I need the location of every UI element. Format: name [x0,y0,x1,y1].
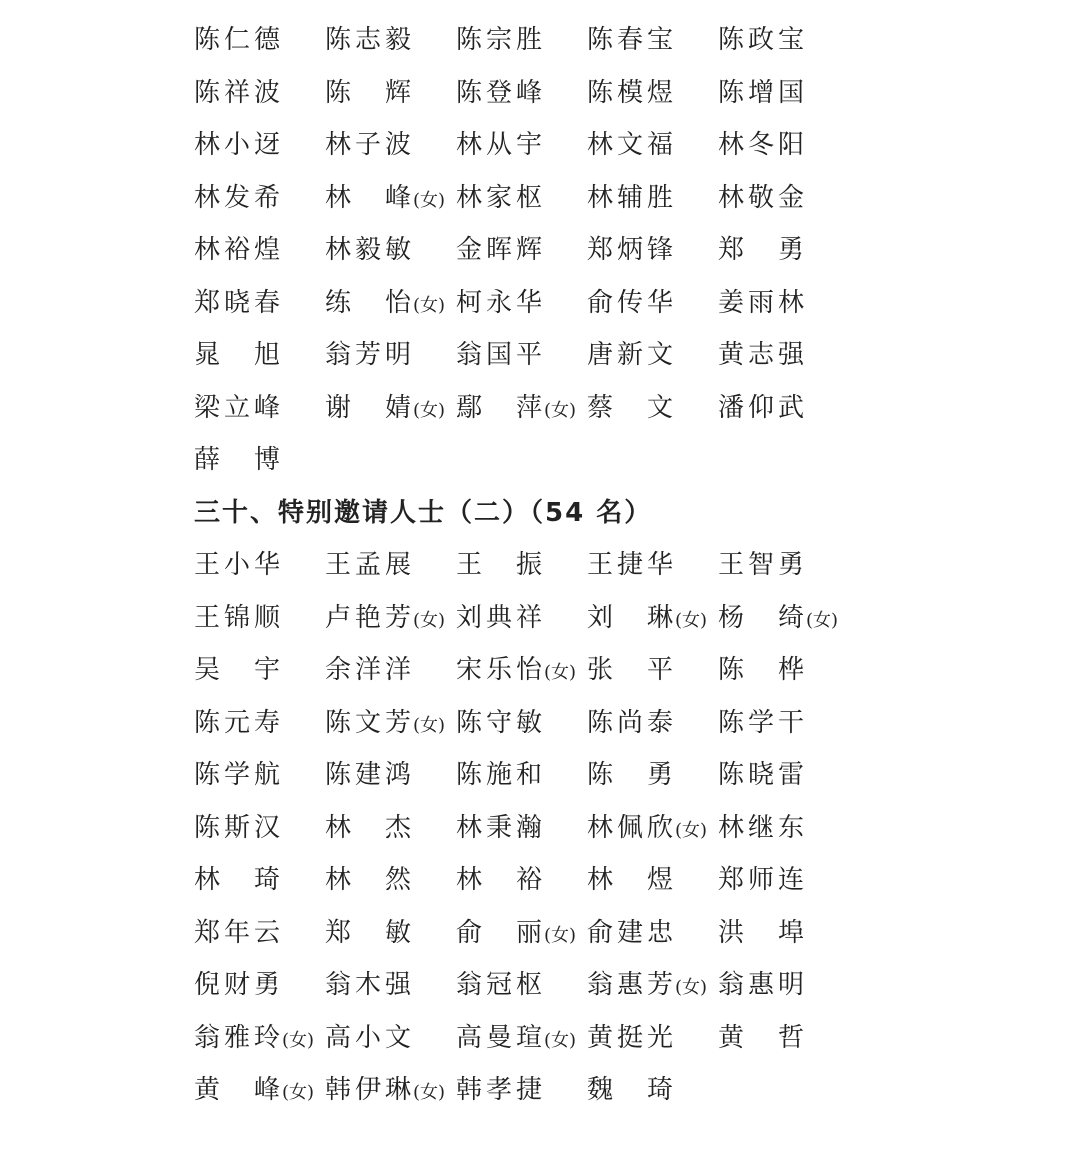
person-name: 黄挺光 [587,1022,678,1053]
person-name: 陈建鸿 [325,760,416,790]
name-row [194,1012,1054,1065]
person-name: 翁冠枢 [456,970,547,1000]
name-row [194,749,1054,802]
person-name: 韩伊琳 [325,1075,416,1105]
person-name: 陈 辉 [325,77,416,108]
person-name: 林冬阳 [718,130,809,160]
name-entry [325,172,445,228]
name-entry [587,119,677,172]
name-entry [456,224,546,277]
name-row [194,14,1054,67]
person-name: 陈祥波 [194,77,285,108]
person-name: 林文福 [587,130,678,160]
name-entry [194,14,284,67]
name-entry [587,14,677,67]
name-entry [718,329,808,382]
person-name: 俞 丽 [456,917,547,948]
name-entry [587,644,677,697]
person-name: 杨 绮 [718,602,809,633]
name-entry [194,277,284,330]
name-entry [194,644,284,697]
name-entry [325,749,415,802]
name-row [194,697,1054,750]
person-name: 王 振 [456,550,547,580]
person-name: 陈 桦 [718,655,809,685]
name-entry [456,749,546,802]
person-name: 郑师连 [718,865,809,895]
person-name: 林 煜 [587,865,678,895]
name-row [194,67,1054,120]
name-entry [325,539,415,592]
name-entry [456,697,546,750]
person-name: 林佩欣 [587,812,678,843]
name-entry [325,119,415,172]
person-name: 余洋洋 [325,655,416,685]
person-name: 柯永华 [456,287,547,318]
name-entry [456,14,546,67]
person-name: 刘典祥 [456,602,547,633]
name-entry [456,329,546,382]
section-heading: 三十、特别邀请人士（二）（54 名） [194,497,653,528]
person-name: 俞建忠 [587,917,678,948]
name-entry [456,802,546,855]
name-entry [194,224,284,277]
person-name: 林 峰 [325,182,416,213]
female-marker: (女) [544,399,577,421]
person-name: 林毅敏 [325,235,416,265]
name-entry [325,907,415,960]
person-name: 林子波 [325,130,416,160]
person-name: 高曼瑄 [456,1022,547,1053]
person-name: 陈宗胜 [456,25,547,55]
name-entry [456,592,546,645]
person-name: 林 裕 [456,865,547,895]
name-row [194,539,1054,592]
name-entry [325,224,415,277]
female-marker: (女) [675,977,708,998]
name-entry [456,1064,546,1117]
name-entry [587,749,677,802]
name-entry [718,907,808,960]
person-name: 金晖辉 [456,235,547,265]
name-entry [194,802,284,855]
person-name: 郑炳锋 [587,235,678,265]
name-row [194,802,1054,855]
name-entry [718,119,808,172]
person-name: 陈学航 [194,760,285,790]
person-name: 王智勇 [718,550,809,580]
person-name: 林 然 [325,865,416,895]
person-name: 练 怡 [325,287,416,318]
name-entry [194,854,284,907]
name-entry [194,907,284,960]
person-name: 黄 峰 [194,1075,285,1105]
name-entry [325,959,415,1012]
name-entry [718,802,808,855]
person-name: 宋乐怡 [456,655,547,685]
name-entry [194,434,284,487]
person-name: 王捷华 [587,550,678,580]
female-marker: (女) [282,1082,315,1103]
name-entry [194,539,284,592]
name-row [194,382,1054,435]
name-entry [325,67,415,120]
person-name: 林小迓 [194,130,285,160]
name-entry [587,854,677,907]
person-name: 郑 敏 [325,917,416,948]
name-entry [456,959,546,1012]
person-name: 郑 勇 [718,235,809,265]
person-name: 翁木强 [325,970,416,1000]
person-name: 鄢 萍 [456,392,547,423]
name-entry [587,959,707,1015]
name-row [194,119,1054,172]
person-name: 林继东 [718,812,809,843]
name-row [194,854,1054,907]
person-name: 陈政宝 [718,25,809,55]
name-entry [194,749,284,802]
person-name: 林发希 [194,182,285,213]
name-row [194,224,1054,277]
person-name: 倪财勇 [194,970,285,1000]
name-entry [587,907,677,960]
person-name: 唐新文 [587,340,678,370]
female-marker: (女) [413,714,446,736]
person-name: 晁 旭 [194,340,285,370]
name-entry [587,1064,677,1117]
name-entry [194,1012,314,1068]
name-entry [325,854,415,907]
person-name: 姜雨林 [718,287,809,318]
name-entry [325,277,445,333]
name-entry [718,959,808,1012]
name-entry [456,119,546,172]
person-name: 翁芳明 [325,340,416,370]
person-name: 林裕煌 [194,235,285,265]
name-entry [194,329,284,382]
name-entry [718,592,838,648]
name-entry [718,382,808,435]
name-entry [718,644,808,697]
female-marker: (女) [413,189,446,211]
female-marker: (女) [675,609,708,631]
person-name: 林 杰 [325,812,416,843]
person-name: 梁立峰 [194,392,285,423]
person-name: 黄志强 [718,340,809,370]
person-name: 陈志毅 [325,25,416,55]
name-entry [718,854,808,907]
name-entry [456,539,546,592]
name-entry [718,1012,808,1065]
name-entry [587,382,677,435]
person-name: 洪 埠 [718,917,809,948]
name-row [194,592,1054,645]
person-name: 陈施和 [456,760,547,790]
person-name: 陈仁德 [194,25,285,55]
person-name: 王孟展 [325,550,416,580]
name-entry [587,329,677,382]
name-row [194,277,1054,330]
person-name: 翁国平 [456,340,547,370]
person-name: 陈春宝 [587,25,678,55]
person-name: 陈登峰 [456,77,547,108]
name-entry [587,172,677,225]
name-row [194,172,1054,225]
name-entry [456,67,546,120]
person-name: 翁惠芳 [587,970,678,1000]
person-name: 陈元寿 [194,707,285,738]
name-entry [587,697,677,750]
female-marker: (女) [544,662,577,683]
name-entry [456,172,546,225]
person-name: 陈文芳 [325,707,416,738]
name-entry [325,1012,415,1065]
name-entry [194,172,284,225]
person-name: 刘 琳 [587,602,678,633]
name-entry [325,1064,445,1120]
name-row [194,644,1054,697]
name-list-document [194,14,1054,1117]
person-name: 王小华 [194,550,285,580]
name-entry [194,382,284,435]
name-entry [325,697,445,753]
person-name: 陈守敏 [456,707,547,738]
person-name: 翁惠明 [718,970,809,1000]
name-entry [325,802,415,855]
person-name: 郑晓春 [194,287,285,318]
name-entry [718,224,808,277]
person-name: 韩孝捷 [456,1075,547,1105]
person-name: 陈模煜 [587,77,678,108]
name-row [194,907,1054,960]
person-name: 魏 琦 [587,1075,678,1105]
name-entry [456,907,576,963]
name-entry [194,697,284,750]
person-name: 高小文 [325,1022,416,1053]
name-entry [456,644,576,700]
female-marker: (女) [544,1029,577,1051]
name-entry [194,67,284,120]
person-name: 林辅胜 [587,182,678,213]
name-entry [325,329,415,382]
female-marker: (女) [413,399,446,421]
name-entry [718,14,808,67]
name-entry [718,697,808,750]
name-row [194,1064,1054,1117]
female-marker: (女) [806,609,839,631]
person-name: 林从宇 [456,130,547,160]
female-marker: (女) [675,819,708,841]
person-name: 谢 婧 [325,392,416,423]
female-marker: (女) [544,924,577,946]
name-entry [325,644,415,697]
name-entry [194,959,284,1012]
name-entry [325,14,415,67]
name-entry [456,854,546,907]
person-name: 陈尚泰 [587,707,678,738]
person-name: 郑年云 [194,917,285,948]
person-name: 翁雅玲 [194,1022,285,1053]
person-name: 林秉瀚 [456,812,547,843]
person-name: 林敬金 [718,182,809,213]
person-name: 吴 宇 [194,655,285,685]
person-name: 张 平 [587,655,678,685]
person-name: 陈增国 [718,77,809,108]
person-name: 卢艳芳 [325,602,416,633]
name-entry [456,277,546,330]
name-entry [718,67,808,120]
name-entry [587,539,677,592]
name-entry [587,67,677,120]
name-entry [325,592,445,648]
name-entry [718,277,808,330]
female-marker: (女) [413,294,446,316]
name-entry [587,224,677,277]
name-entry [456,382,576,438]
person-name: 陈斯汉 [194,812,285,843]
person-name: 陈 勇 [587,760,678,790]
person-name: 薛 博 [194,445,285,475]
name-entry [718,172,808,225]
person-name: 潘仰武 [718,392,809,423]
person-name: 黄 哲 [718,1022,809,1053]
name-entry [194,592,284,645]
name-entry [325,382,445,438]
person-name: 蔡 文 [587,392,678,423]
name-entry [194,1064,314,1120]
name-row [194,959,1054,1012]
name-entry [718,539,808,592]
person-name: 陈学干 [718,707,809,738]
name-row [194,434,1054,487]
name-entry [587,802,707,858]
name-entry [456,1012,576,1068]
name-entry [194,119,284,172]
person-name: 林家枢 [456,182,547,213]
person-name: 王锦顺 [194,602,285,633]
person-name: 林 琦 [194,865,285,895]
person-name: 陈晓雷 [718,760,809,790]
name-entry [587,592,707,648]
name-row [194,329,1054,382]
female-marker: (女) [413,1082,446,1103]
name-entry [587,277,677,330]
person-name: 俞传华 [587,287,678,318]
name-entry [587,1012,677,1065]
female-marker: (女) [282,1029,315,1051]
name-entry [718,749,808,802]
female-marker: (女) [413,609,446,631]
